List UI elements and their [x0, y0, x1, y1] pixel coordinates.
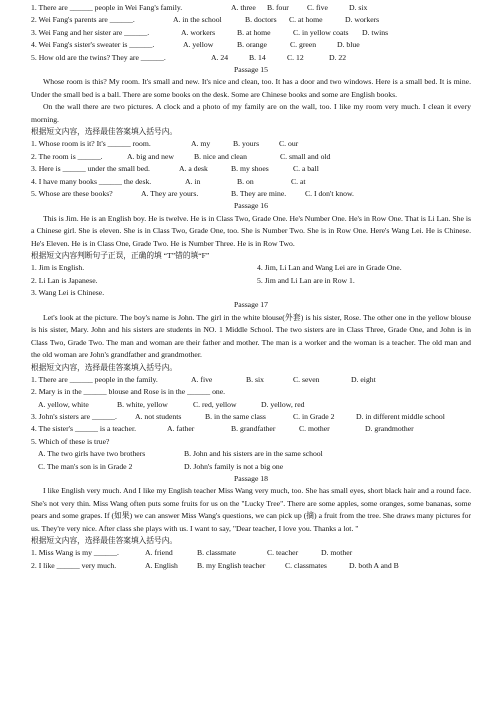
option-a: A. English	[145, 560, 178, 570]
question-stem: 1. There are ______ people in Wei Fang's family.	[31, 3, 183, 12]
passage-paragraph: This is Jim. He is an English boy. He is twelve. He is in Class Two, Grade One. He's Number One. He's in Row One. That is Li Lan. She is a Chinese girl. She is eleven. She is in Class Two, Grade One, too. She is Number Two. She is in Row One. Here's Wang Lei. He is Chinese. He's Eleven. He is in Class One, Grade Two. He is Number Three. He is in Row Two.	[31, 213, 471, 248]
question-stem: 2. The room is ______.	[31, 151, 103, 161]
option-c: C. at home	[289, 15, 323, 25]
option-d: D. mother	[321, 548, 353, 558]
statement-row	[31, 287, 471, 299]
question-row	[31, 151, 471, 163]
passage-title: Passage 15	[234, 64, 268, 74]
option-b: B. nice and clean	[194, 151, 247, 161]
option-a: A. big and new	[127, 151, 174, 161]
options-row	[31, 399, 471, 411]
options-row	[31, 448, 471, 460]
instruction: 根据短文内容，选择最佳答案填入括号内。	[31, 536, 178, 546]
question-row	[31, 374, 471, 386]
option-a: A. my	[191, 139, 211, 149]
option-b: B. yours	[233, 139, 260, 149]
question-row	[31, 386, 471, 398]
question-row	[31, 27, 471, 39]
passage-title: Passage 18	[234, 474, 268, 484]
statement-row	[31, 262, 471, 274]
option-c: C. in yellow coats	[293, 27, 349, 37]
statement-right: 5. Jim and Li Lan are in Row 1.	[257, 275, 355, 285]
option-d: D. workers	[345, 15, 380, 25]
option-d: D. 22	[329, 52, 347, 62]
option-b: B. white, yellow	[117, 399, 168, 409]
question-stem: 4. I have many books ______ the desk.	[31, 176, 152, 186]
option-a: A. yellow, white	[38, 399, 89, 409]
question-stem: 4. The sister's ______ is a teacher.	[31, 424, 137, 434]
statement-row	[31, 275, 471, 287]
passage-paragraph: On the wall there are two pictures. A clock and a photo of my family are on the wall, too. I like my room very much. I clean it every morning.	[31, 102, 471, 124]
question-row	[31, 163, 471, 175]
option-d: D. John's family is not a big one	[184, 461, 284, 471]
question-stem: 3. John's sisters are ______.	[31, 412, 117, 422]
question-stem: 1. There are ______ people in the family.	[31, 374, 158, 384]
question-stem: 3. Wei Fang and her sister are ______.	[31, 27, 150, 37]
option-a: A. The two girls have two brothers	[38, 449, 146, 459]
question-stem: 5. How old are the twins? They are ______.	[31, 52, 166, 62]
option-c: C. The man's son is in Grade 2	[38, 461, 133, 471]
question-stem: 5. Whose are these books?	[31, 188, 113, 198]
option-c: C. small and old	[280, 151, 331, 161]
option-a: A. in the school	[173, 15, 222, 25]
option-c: C. our	[279, 139, 299, 149]
option-a: A. father	[167, 424, 195, 434]
question-row	[31, 2, 471, 14]
option-c: C. seven	[293, 374, 320, 384]
passage-paragraph: Let's look at the picture. The boy's name is John. The girl in the white blouse(外套) is his sister, Rose. The other one in the yellow blouse is his sister, Mary. John and his sisters are students in NO. 1 Middle School. The two sisters are in Class Three, Grade One, and John is in Class Two, Grade Two. The man and woman are their father and mother. The man is a worker and the woman is a teacher. The old man and the old woman are John's grandfather and grandmother.	[31, 312, 471, 360]
option-c: C. I don't know.	[305, 188, 354, 198]
option-c: C. mother	[299, 424, 330, 434]
option-c: C. red, yellow	[193, 399, 237, 409]
statement-right: 4. Jim, Li Lan and Wang Lei are in Grade One.	[257, 263, 402, 273]
option-c: C. 12	[287, 52, 304, 62]
instruction: 根据短文内容，选择最佳答案填入括号内。	[31, 362, 178, 372]
question-row	[31, 138, 471, 150]
instruction: 根据短文内容，选择最佳答案填入括号内。	[31, 126, 178, 136]
option-c: C. at	[291, 176, 306, 186]
statement-left: 1. Jim is English.	[31, 263, 85, 273]
option-d: D. grandmother	[365, 424, 414, 434]
option-a: A. They are yours.	[141, 188, 199, 198]
statement-left: 3. Wang Lei is Chinese.	[31, 288, 105, 298]
option-d: D. blue	[337, 40, 360, 50]
question-stem: 1. Whose room is it? It's ______ room.	[31, 139, 151, 149]
statement-left: 2. Li Lan is Japanese.	[31, 275, 98, 285]
section1-questions	[31, 2, 471, 64]
option-b: B. my English teacher	[197, 560, 266, 570]
option-c: C. a ball	[293, 164, 319, 174]
option-c: C. green	[290, 40, 317, 50]
option-b: B. my shoes	[231, 164, 269, 174]
option-b: B. classmate	[197, 548, 236, 558]
question-row	[31, 14, 471, 26]
option-d: D. in different middle school	[356, 412, 445, 422]
option-d: D. twins	[362, 27, 389, 37]
option-c: C. five	[307, 3, 328, 12]
option-b: B. on	[237, 176, 254, 186]
options-row	[31, 461, 471, 473]
option-a: A. three	[231, 3, 256, 12]
option-b: B. They are mine.	[231, 188, 287, 198]
option-b: B. in the same class	[205, 412, 266, 422]
question-row	[31, 188, 471, 200]
option-a: A. 24	[211, 52, 229, 62]
question-row	[31, 423, 471, 435]
question-row	[31, 39, 471, 51]
option-b: B. doctors	[245, 15, 277, 25]
question-stem: 2. Wei Fang's parents are ______.	[31, 15, 135, 25]
passage15-questions	[31, 138, 471, 200]
option-d: D. yellow, red	[261, 399, 305, 409]
option-b: B. John and his sisters are in the same school	[184, 449, 323, 459]
option-d: D. six	[349, 3, 368, 12]
passage17-questions	[31, 374, 471, 473]
option-d: D. both A and B	[349, 560, 399, 570]
question-stem: 5. Which of these is true?	[31, 436, 110, 446]
question-stem: 3. Here is ______ under the small bed.	[31, 164, 150, 174]
question-row	[31, 176, 471, 188]
option-b: B. orange	[237, 40, 267, 50]
passage-paragraph: I like English very much. And I like my English teacher Miss Wang very much, too. She has small eyes, short black hair and a round face. She's not very thin. Miss Wang often puts some fruits for us on the "Lucky Tree". There are some apples, some oranges, some bananas, some pears and some grapes. If (如果) we can answer Miss Wang's questions, we can pick up (摘) a fruit from the tree. She draws many pictures for us. They're very nice. After class she plays with us. I want to say, "Dear teacher, I love you. Thanks a lot. "	[31, 486, 471, 533]
option-c: C. in Grade 2	[293, 412, 335, 422]
option-a: A. a desk	[179, 164, 208, 174]
option-c: C. teacher	[267, 548, 299, 558]
question-stem: 2. I like ______ very much.	[31, 560, 117, 570]
question-row	[31, 436, 471, 448]
option-b: B. six	[246, 374, 264, 384]
passage-title: Passage 17	[234, 300, 268, 310]
question-row	[31, 547, 471, 559]
passage-title: Passage 16	[234, 201, 268, 211]
option-a: A. friend	[145, 548, 173, 558]
option-d: D. eight	[351, 374, 376, 384]
passage16-statements	[31, 262, 471, 299]
question-row	[31, 560, 471, 572]
option-b: B. four	[267, 3, 289, 12]
instruction: 根据短文内容判断句子正误，正确的填 “T”错的填“F”	[31, 250, 210, 260]
question-row	[31, 52, 471, 64]
option-c: C. classmates	[285, 560, 327, 570]
option-a: A. five	[191, 374, 213, 384]
question-stem: 1. Miss Wang is my ______.	[31, 548, 119, 558]
question-row	[31, 411, 471, 423]
option-b: B. 14	[249, 52, 266, 62]
option-a: A. in	[185, 176, 201, 186]
option-a: A. not students	[135, 412, 182, 422]
question-stem: 4. Wei Fang's sister's sweater is ______.	[31, 40, 155, 50]
option-b: B. at home	[237, 27, 271, 37]
option-a: A. workers	[181, 27, 216, 37]
option-a: A. yellow	[183, 40, 214, 50]
passage18-questions	[31, 547, 471, 572]
passage-paragraph: Whose room is this? My room. It's small and new. It's nice and clean, too. It has a door and two windows. Here is a small bed. It is mine. Under the small bed is a ball. There are some books on the desk. Some are Chinese books and some are English books.	[31, 77, 471, 99]
option-b: B. grandfather	[231, 424, 276, 434]
question-stem: 2. Mary is in the ______ blouse and Rose is in the ______ one.	[31, 387, 226, 397]
